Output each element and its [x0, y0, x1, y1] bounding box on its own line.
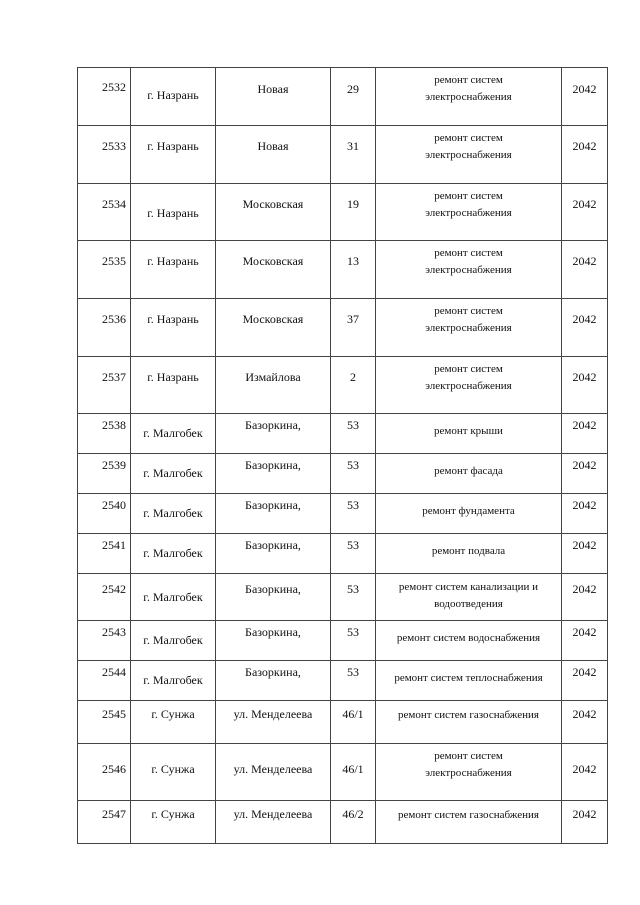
street-cell-text: Базоркина, — [245, 582, 301, 596]
work-type-cell — [376, 184, 562, 241]
work-type-cell-text: ремонт систем газоснабжения — [398, 809, 539, 821]
work-type-cell-text: ремонт крыши — [434, 425, 503, 437]
table-row — [78, 126, 608, 184]
work-type-cell-text: ремонт систем электроснабжения — [425, 74, 512, 103]
city-cell-text: г. Назрань — [147, 139, 199, 153]
street-cell — [216, 701, 331, 744]
work-type-cell-text: ремонт систем канализации и водоотведения — [398, 581, 539, 610]
row-number — [78, 241, 131, 299]
city-cell-text: г. Сунжа — [151, 762, 195, 776]
house-number-cell-text: 53 — [347, 418, 359, 432]
house-number-cell-text: 37 — [347, 312, 359, 326]
street-cell — [216, 184, 331, 241]
city-cell — [131, 494, 216, 534]
city-cell — [131, 126, 216, 184]
street-cell — [216, 661, 331, 701]
city-cell — [131, 661, 216, 701]
city-cell-text: г. Назрань — [147, 254, 199, 268]
row-number — [78, 494, 131, 534]
house-number-cell-text: 53 — [347, 582, 359, 596]
year-cell — [562, 299, 608, 357]
table-row — [78, 661, 608, 701]
work-type-cell — [376, 534, 562, 574]
city-cell-text: г. Малгобек — [143, 673, 203, 687]
work-type-cell — [376, 701, 562, 744]
street-cell — [216, 299, 331, 357]
street-cell-text: Базоркина, — [245, 665, 301, 679]
work-type-cell — [376, 454, 562, 494]
table-row — [78, 534, 608, 574]
work-type-cell — [376, 494, 562, 534]
street-cell — [216, 744, 331, 801]
work-type-cell-text: ремонт систем электроснабжения — [425, 132, 512, 161]
row-number-text: 2538 — [102, 418, 126, 432]
house-number-cell-text: 53 — [347, 625, 359, 639]
street-cell — [216, 414, 331, 454]
house-number-cell — [331, 68, 376, 126]
city-cell-text: г. Малгобек — [143, 466, 203, 480]
city-cell — [131, 454, 216, 494]
city-cell — [131, 744, 216, 801]
city-cell-text: г. Малгобек — [143, 546, 203, 560]
row-number — [78, 801, 131, 844]
house-number-cell-text: 29 — [347, 82, 359, 96]
row-number-text: 2535 — [102, 254, 126, 268]
work-type-cell-text: ремонт подвала — [431, 545, 506, 557]
work-type-cell-text: ремонт систем электроснабжения — [425, 190, 512, 219]
work-type-cell-text: ремонт систем электроснабжения — [425, 750, 512, 779]
house-number-cell-text: 46/2 — [342, 807, 364, 821]
city-cell-text: г. Малгобек — [143, 426, 203, 440]
table-row — [78, 494, 608, 534]
work-type-cell-text: ремонт фундамента — [422, 505, 515, 517]
row-number-text: 2540 — [102, 498, 126, 512]
house-number-cell — [331, 494, 376, 534]
work-type-cell-text: ремонт систем электроснабжения — [425, 247, 512, 276]
year-cell — [562, 414, 608, 454]
row-number — [78, 414, 131, 454]
row-number — [78, 68, 131, 126]
city-cell — [131, 801, 216, 844]
house-number-cell — [331, 744, 376, 801]
row-number-text: 2546 — [102, 762, 126, 776]
street-cell-text: Базоркина, — [245, 418, 301, 432]
year-cell — [562, 744, 608, 801]
street-cell — [216, 801, 331, 844]
year-cell — [562, 68, 608, 126]
year-cell-text: 2042 — [572, 665, 597, 679]
table-row — [78, 299, 608, 357]
work-type-cell — [376, 801, 562, 844]
row-number — [78, 126, 131, 184]
street-cell — [216, 534, 331, 574]
street-cell-text: Московская — [242, 254, 304, 268]
house-number-cell-text: 53 — [347, 665, 359, 679]
street-cell-text: Базоркина, — [245, 538, 301, 552]
street-cell-text: Базоркина, — [245, 458, 301, 472]
street-cell-text: Измайлова — [245, 370, 301, 384]
row-number-text: 2537 — [102, 370, 126, 384]
city-cell-text: г. Малгобек — [143, 633, 203, 647]
year-cell-text: 2042 — [572, 498, 597, 512]
row-number — [78, 299, 131, 357]
row-number — [78, 574, 131, 621]
city-cell — [131, 574, 216, 621]
street-cell-text: ул. Менделеева — [233, 762, 313, 776]
work-type-cell — [376, 126, 562, 184]
street-cell — [216, 621, 331, 661]
year-cell — [562, 241, 608, 299]
year-cell-text: 2042 — [572, 807, 597, 821]
city-cell — [131, 299, 216, 357]
work-type-cell-text: ремонт систем газоснабжения — [398, 709, 539, 721]
work-type-cell-text: ремонт систем электроснабжения — [425, 305, 512, 334]
year-cell — [562, 621, 608, 661]
table-row — [78, 357, 608, 414]
street-cell — [216, 494, 331, 534]
city-cell-text: г. Малгобек — [143, 590, 203, 604]
house-number-cell-text: 46/1 — [342, 707, 364, 721]
street-cell-text: Московская — [242, 197, 304, 211]
work-type-cell-text: ремонт систем водоснабжения — [396, 632, 541, 644]
house-number-cell — [331, 126, 376, 184]
year-cell-text: 2042 — [572, 82, 597, 96]
house-number-cell — [331, 184, 376, 241]
row-number — [78, 357, 131, 414]
street-cell — [216, 126, 331, 184]
city-cell-text: г. Назрань — [147, 206, 199, 220]
city-cell-text: г. Сунжа — [151, 807, 195, 821]
table-row — [78, 241, 608, 299]
house-number-cell — [331, 299, 376, 357]
row-number — [78, 454, 131, 494]
year-cell — [562, 574, 608, 621]
city-cell-text: г. Назрань — [147, 88, 199, 102]
year-cell-text: 2042 — [572, 418, 597, 432]
table-row — [78, 454, 608, 494]
repair-schedule-table — [77, 67, 608, 844]
year-cell-text: 2042 — [572, 538, 597, 552]
house-number-cell — [331, 574, 376, 621]
row-number — [78, 744, 131, 801]
year-cell — [562, 801, 608, 844]
table-row — [78, 701, 608, 744]
row-number-text: 2542 — [102, 582, 126, 596]
table-row — [78, 414, 608, 454]
year-cell-text: 2042 — [572, 625, 597, 639]
table-row — [78, 184, 608, 241]
street-cell-text: Московская — [242, 312, 304, 326]
house-number-cell — [331, 357, 376, 414]
year-cell-text: 2042 — [572, 582, 597, 596]
street-cell-text: Новая — [257, 139, 289, 153]
house-number-cell-text: 53 — [347, 498, 359, 512]
year-cell-text: 2042 — [572, 762, 597, 776]
work-type-cell-text: ремонт систем теплоснабжения — [394, 672, 543, 684]
street-cell — [216, 454, 331, 494]
row-number — [78, 661, 131, 701]
city-cell-text: г. Назрань — [147, 370, 199, 384]
street-cell-text: ул. Менделеева — [233, 707, 313, 721]
row-number-text: 2541 — [102, 538, 126, 552]
year-cell-text: 2042 — [572, 312, 597, 326]
year-cell — [562, 494, 608, 534]
year-cell-text: 2042 — [572, 254, 597, 268]
row-number-text: 2545 — [102, 707, 126, 721]
row-number — [78, 621, 131, 661]
row-number-text: 2543 — [102, 625, 126, 639]
table-row — [78, 801, 608, 844]
city-cell — [131, 414, 216, 454]
work-type-cell — [376, 574, 562, 621]
city-cell — [131, 68, 216, 126]
house-number-cell — [331, 661, 376, 701]
table-body — [78, 68, 608, 844]
row-number — [78, 184, 131, 241]
row-number — [78, 701, 131, 744]
city-cell — [131, 534, 216, 574]
city-cell — [131, 701, 216, 744]
row-number-text: 2532 — [102, 80, 126, 94]
work-type-cell — [376, 621, 562, 661]
house-number-cell-text: 13 — [347, 254, 359, 268]
city-cell — [131, 241, 216, 299]
table-row — [78, 621, 608, 661]
house-number-cell-text: 19 — [347, 197, 359, 211]
city-cell-text: г. Малгобек — [143, 506, 203, 520]
row-number-text: 2547 — [102, 807, 126, 821]
work-type-cell — [376, 744, 562, 801]
house-number-cell-text: 31 — [347, 139, 359, 153]
year-cell — [562, 357, 608, 414]
street-cell-text: Новая — [257, 82, 289, 96]
house-number-cell-text: 46/1 — [342, 762, 364, 776]
year-cell — [562, 184, 608, 241]
city-cell-text: г. Сунжа — [151, 707, 195, 721]
year-cell-text: 2042 — [572, 139, 597, 153]
house-number-cell — [331, 414, 376, 454]
row-number-text: 2536 — [102, 312, 126, 326]
street-cell-text: Базоркина, — [245, 498, 301, 512]
street-cell — [216, 357, 331, 414]
house-number-cell — [331, 701, 376, 744]
house-number-cell — [331, 801, 376, 844]
row-number-text: 2533 — [102, 139, 126, 153]
work-type-cell-text: ремонт фасада — [434, 465, 503, 477]
year-cell — [562, 126, 608, 184]
work-type-cell — [376, 299, 562, 357]
row-number-text: 2539 — [102, 458, 126, 472]
year-cell-text: 2042 — [572, 707, 597, 721]
city-cell — [131, 184, 216, 241]
house-number-cell — [331, 534, 376, 574]
city-cell — [131, 357, 216, 414]
work-type-cell — [376, 661, 562, 701]
house-number-cell — [331, 621, 376, 661]
year-cell — [562, 534, 608, 574]
work-type-cell — [376, 414, 562, 454]
house-number-cell-text: 53 — [347, 458, 359, 472]
street-cell — [216, 68, 331, 126]
work-type-cell — [376, 357, 562, 414]
year-cell — [562, 701, 608, 744]
year-cell — [562, 454, 608, 494]
work-type-cell-text: ремонт систем электроснабжения — [425, 363, 512, 392]
house-number-cell-text: 2 — [350, 370, 356, 384]
row-number — [78, 534, 131, 574]
work-type-cell — [376, 68, 562, 126]
row-number-text: 2534 — [102, 197, 126, 211]
row-number-text: 2544 — [102, 665, 126, 679]
city-cell-text: г. Назрань — [147, 312, 199, 326]
house-number-cell — [331, 454, 376, 494]
year-cell-text: 2042 — [572, 197, 597, 211]
table-row — [78, 744, 608, 801]
year-cell-text: 2042 — [572, 458, 597, 472]
work-type-cell — [376, 241, 562, 299]
city-cell — [131, 621, 216, 661]
street-cell — [216, 574, 331, 621]
table-row — [78, 68, 608, 126]
house-number-cell — [331, 241, 376, 299]
street-cell-text: Базоркина, — [245, 625, 301, 639]
house-number-cell-text: 53 — [347, 538, 359, 552]
street-cell-text: ул. Менделеева — [233, 807, 313, 821]
street-cell — [216, 241, 331, 299]
table-row — [78, 574, 608, 621]
year-cell-text: 2042 — [572, 370, 597, 384]
year-cell — [562, 661, 608, 701]
